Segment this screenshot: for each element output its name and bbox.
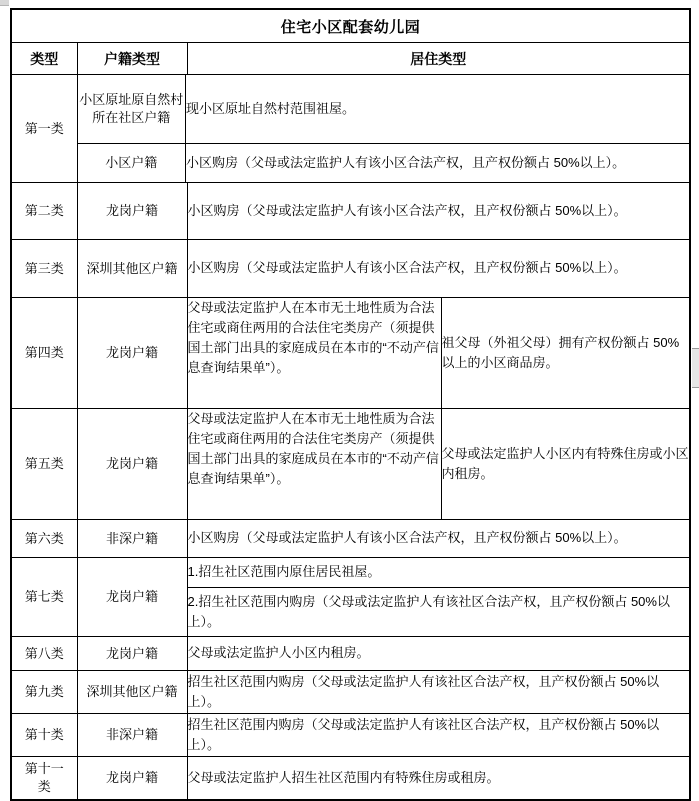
category-label: 第二类 bbox=[11, 183, 77, 240]
table-container bbox=[10, 8, 689, 801]
table-row bbox=[11, 240, 690, 298]
residence-description-secondary: 父母或法定监护人小区内有特殊住房或小区内租房。 bbox=[441, 409, 690, 520]
residence-description-secondary: 祖父母（外祖父母）拥有产权份额占 50%以上的小区商品房。 bbox=[441, 298, 690, 409]
table-title-row bbox=[11, 9, 690, 43]
hukou-label: 龙岗户籍 bbox=[77, 757, 187, 801]
category-label: 第四类 bbox=[11, 298, 77, 409]
category-label: 第十类 bbox=[11, 714, 77, 757]
table-row bbox=[11, 409, 690, 520]
sub-row-grid bbox=[188, 558, 690, 636]
category-label: 第八类 bbox=[11, 637, 77, 671]
sub-row bbox=[188, 558, 690, 588]
category-label: 第五类 bbox=[11, 409, 77, 520]
column-header-category: 类型 bbox=[11, 43, 77, 75]
sub-row bbox=[78, 75, 690, 144]
hukou-label: 龙岗户籍 bbox=[77, 183, 187, 240]
kindergarten-enrollment-table bbox=[10, 8, 691, 801]
hukou-label: 小区户籍 bbox=[78, 144, 186, 183]
residence-description-line: 1.招生社区范围内原住居民祖屋。 bbox=[187, 564, 381, 580]
category-label: 第七类 bbox=[11, 558, 77, 637]
hukou-label: 深圳其他区户籍 bbox=[77, 240, 187, 298]
hukou-label: 非深户籍 bbox=[77, 714, 187, 757]
table-row bbox=[11, 298, 690, 409]
page-title: 住宅小区配套幼儿园 bbox=[11, 9, 690, 43]
hukou-label: 深圳其他区户籍 bbox=[77, 671, 187, 714]
residence-description: 小区购房（父母或法定监护人有该小区合法产权，且产权份额占 50%以上）。 bbox=[187, 240, 690, 298]
column-header-residence-type: 居住类型 bbox=[187, 43, 690, 75]
sub-row bbox=[188, 588, 690, 637]
residence-description: 小区购房（父母或法定监护人有该小区合法产权，且产权份额占 50%以上）。 bbox=[187, 520, 690, 558]
hukou-label: 小区原址原自然村所在社区户籍 bbox=[78, 75, 186, 144]
category-label: 第三类 bbox=[11, 240, 77, 298]
capture-corner-artifact bbox=[0, 0, 9, 6]
residence-description: 招生社区范围内购房（父母或法定监护人有该社区合法产权，且产权份额占 50%以上）。 bbox=[187, 714, 690, 757]
row-split-container bbox=[77, 75, 690, 183]
table-row bbox=[11, 637, 690, 671]
residence-description: 现小区原址自然村范围祖屋。 bbox=[186, 100, 356, 116]
residence-description: 招生社区范围内购房（父母或法定监护人有该社区合法产权，且产权份额占 50%以上）。 bbox=[187, 671, 690, 714]
table-header-row bbox=[11, 43, 690, 75]
category-label: 第六类 bbox=[11, 520, 77, 558]
residence-description: 小区购房（父母或法定监护人有该小区合法产权，且产权份额占 50%以上）。 bbox=[186, 144, 690, 183]
table-row bbox=[11, 714, 690, 757]
residence-description-primary: 父母或法定监护人在本市无土地性质为合法住宅或商住两用的合法住宅类房产（须提供国土部门出具的家庭成员在本市的“不动产信息查询结果单”）。 bbox=[187, 409, 441, 520]
sub-row bbox=[78, 144, 690, 183]
scrollbar-thumb-fragment[interactable] bbox=[692, 348, 699, 388]
table-row bbox=[11, 520, 690, 558]
hukou-label: 龙岗户籍 bbox=[77, 409, 187, 520]
column-header-hukou-type: 户籍类型 bbox=[77, 43, 187, 75]
table-row bbox=[11, 757, 690, 801]
table-row bbox=[11, 671, 690, 714]
sub-row-grid bbox=[78, 75, 690, 182]
hukou-label: 龙岗户籍 bbox=[77, 637, 187, 671]
residence-description: 父母或法定监护人招生社区范围内有特殊住房或租房。 bbox=[187, 757, 690, 801]
table-row bbox=[11, 558, 690, 637]
category-label: 第九类 bbox=[11, 671, 77, 714]
residence-description: 父母或法定监护人小区内租房。 bbox=[187, 637, 690, 671]
category-label: 第十一类 bbox=[11, 757, 77, 801]
table-row bbox=[11, 75, 690, 183]
residence-description-primary: 父母或法定监护人在本市无土地性质为合法住宅或商住两用的合法住宅类房产（须提供国土部门出具的家庭成员在本市的“不动产信息查询结果单”）。 bbox=[187, 298, 441, 409]
category-label: 第一类 bbox=[11, 75, 77, 183]
table-row bbox=[11, 183, 690, 240]
hukou-label: 非深户籍 bbox=[77, 520, 187, 558]
residence-description: 小区购房（父母或法定监护人有该小区合法产权，且产权份额占 50%以上）。 bbox=[187, 183, 690, 240]
residence-description-line: 2.招生社区范围内购房（父母或法定监护人有该社区合法产权，且产权份额占 50%以上）。 bbox=[188, 588, 690, 637]
hukou-label: 龙岗户籍 bbox=[77, 298, 187, 409]
hukou-label: 龙岗户籍 bbox=[77, 558, 187, 637]
residence-split-container bbox=[187, 558, 690, 637]
